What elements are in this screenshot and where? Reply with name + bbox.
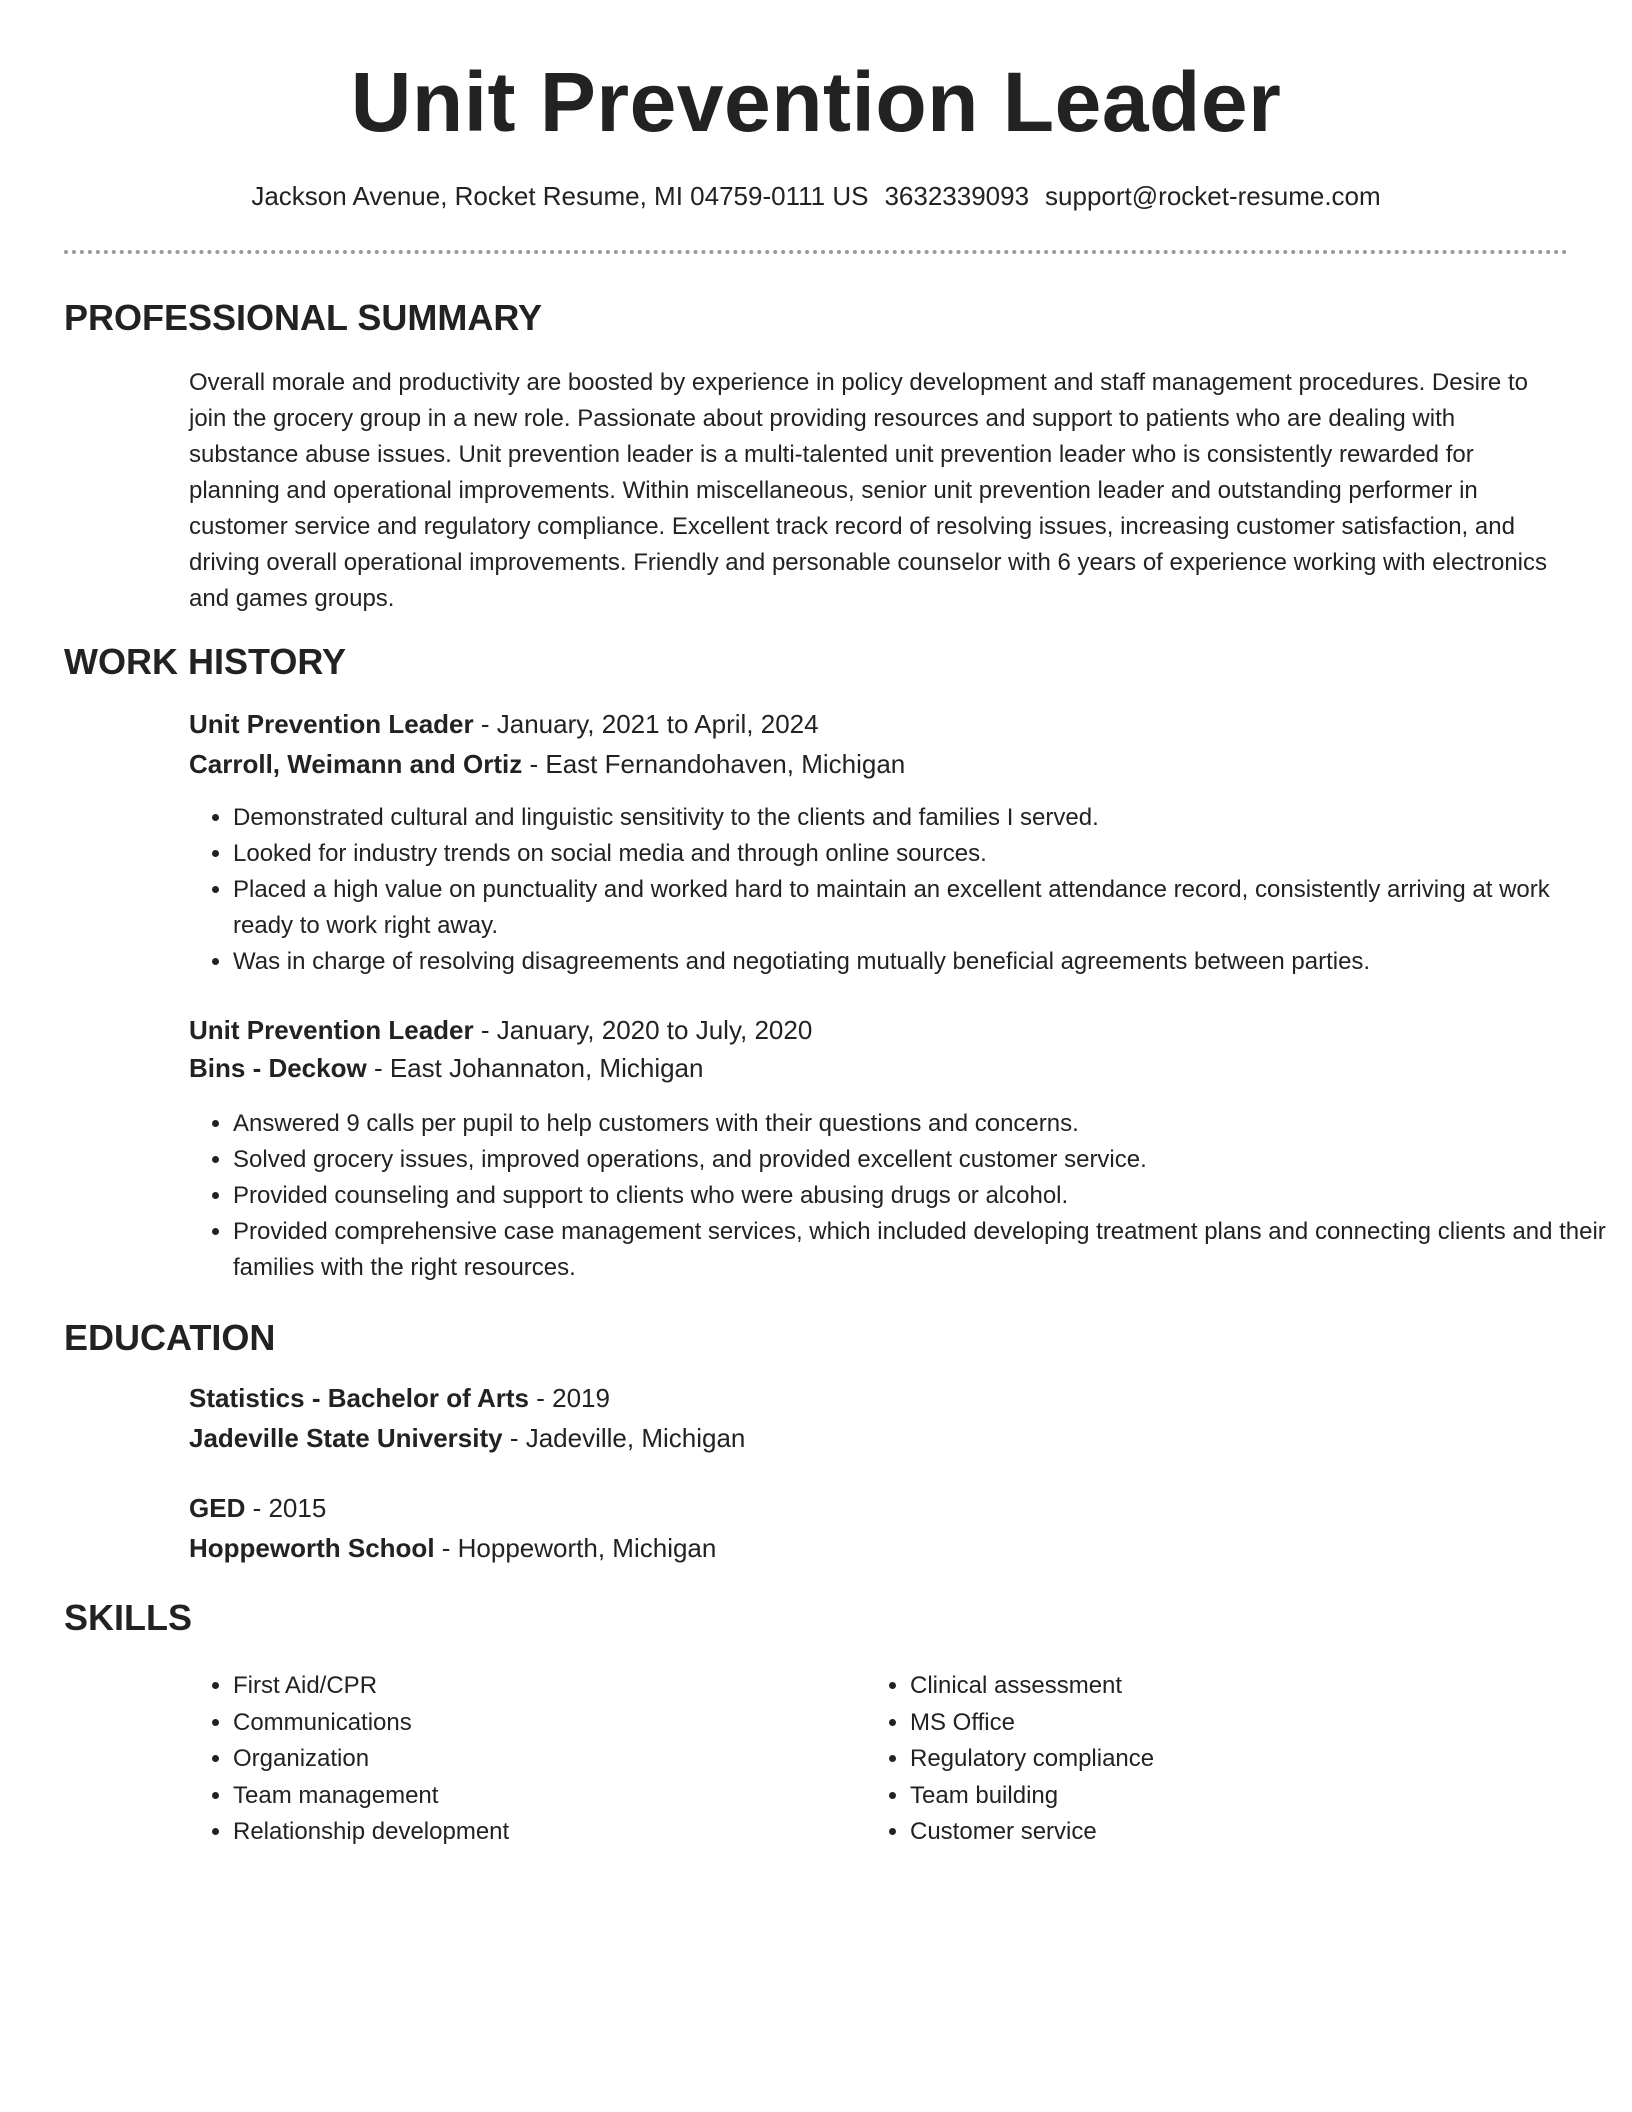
education-2-degree: GED	[189, 1493, 246, 1523]
list-item: • Provided comprehensive case management services, which included developing treatment plans and connecting clients and their families with the right resources.	[233, 1214, 1613, 1286]
education-2-school-line	[189, 1528, 716, 1568]
header-divider	[64, 250, 1568, 254]
list-item: • Regulatory compliance	[910, 1741, 1530, 1778]
job-2-role: Unit Prevention Leader	[189, 1015, 474, 1045]
job-2-company: Bins - Deckow	[189, 1053, 367, 1083]
list-item: • Demonstrated cultural and linguistic sensitivity to the clients and families I served.	[233, 800, 1613, 836]
contact-line	[0, 178, 1632, 214]
education-1-location: - Jadeville, Michigan	[502, 1423, 746, 1453]
education-heading: EDUCATION	[64, 1317, 276, 1358]
job-1-title-line	[189, 704, 819, 744]
job-1-bullets	[189, 800, 1613, 980]
job-2-bullets	[189, 1106, 1613, 1286]
education-1-year: - 2019	[529, 1383, 610, 1413]
education-1-school-line	[189, 1418, 745, 1458]
list-item: • Relationship development	[233, 1814, 853, 1851]
list-item: • Was in charge of resolving disagreements and negotiating mutually beneficial agreements between parties.	[233, 944, 1613, 980]
job-1-role: Unit Prevention Leader	[189, 709, 474, 739]
contact-email: support@rocket-resume.com	[1045, 181, 1381, 211]
list-item: • First Aid/CPR	[233, 1668, 853, 1705]
contact-address: Jackson Avenue, Rocket Resume, MI 04759-0111 US	[251, 181, 869, 211]
education-2-location: - Hoppeworth, Michigan	[434, 1533, 717, 1563]
job-2-company-line	[189, 1048, 703, 1088]
list-item: • Solved grocery issues, improved operations, and provided excellent customer service.	[233, 1142, 1613, 1178]
summary-heading: PROFESSIONAL SUMMARY	[64, 297, 543, 338]
skills-heading: SKILLS	[64, 1597, 193, 1638]
education-2-school: Hoppeworth School	[189, 1533, 435, 1563]
job-1-company: Carroll, Weimann and Ortiz	[189, 749, 523, 779]
job-1-company-line	[189, 744, 905, 784]
education-2-year: - 2015	[245, 1493, 327, 1523]
list-item: • Looked for industry trends on social media and through online sources.	[233, 836, 1613, 872]
education-2-degree-line	[189, 1488, 326, 1528]
skills-right-column	[866, 1668, 1530, 1851]
list-item: • Team building	[910, 1778, 1530, 1815]
list-item: • Answered 9 calls per pupil to help customers with their questions and concerns.	[233, 1106, 1613, 1142]
resume-name: Unit Prevention Leader	[350, 55, 1282, 149]
work-history-heading: WORK HISTORY	[64, 641, 347, 682]
job-2-location: - East Johannaton, Michigan	[366, 1053, 704, 1083]
education-1-degree-line	[189, 1378, 610, 1418]
list-item: • Organization	[233, 1741, 853, 1778]
education-1-degree: Statistics - Bachelor of Arts	[189, 1383, 530, 1413]
summary-text: Overall morale and productivity are boosted by experience in policy development and staff management procedures. Desire to join the grocery group in a new role. Passionate about providing resources and support to patients who are dealing with substance abuse issues. Unit prevention leader is a multi-talented unit prevention leader who is consistently rewarded for planning and operational improvements. Within miscellaneous, senior unit prevention leader and outstanding performer in customer service and regulatory compliance. Excellent track record of resolving issues, increasing customer satisfaction, and driving overall operational improvements. Friendly and personable counselor with 6 years of experience working with electronics and games groups.	[189, 369, 1548, 612]
skills-left-column	[189, 1668, 853, 1851]
education-1-school: Jadeville State University	[189, 1423, 503, 1453]
job-1-dates: - January, 2021 to April, 2024	[473, 709, 819, 739]
list-item: • Communications	[233, 1705, 853, 1742]
list-item: • Team management	[233, 1778, 853, 1815]
contact-phone: 3632339093	[884, 181, 1030, 211]
list-item: • Clinical assessment	[910, 1668, 1530, 1705]
list-item: • MS Office	[910, 1705, 1530, 1742]
list-item: • Customer service	[910, 1814, 1530, 1851]
list-item: • Provided counseling and support to clients who were abusing drugs or alcohol.	[233, 1178, 1613, 1214]
list-item: • Placed a high value on punctuality and worked hard to maintain an excellent attendance record, consistently arriving at work ready to work right away.	[233, 872, 1613, 944]
job-1-location: - East Fernandohaven, Michigan	[522, 749, 906, 779]
job-2-dates: - January, 2020 to July, 2020	[473, 1015, 813, 1045]
job-2-title-line	[189, 1010, 812, 1050]
